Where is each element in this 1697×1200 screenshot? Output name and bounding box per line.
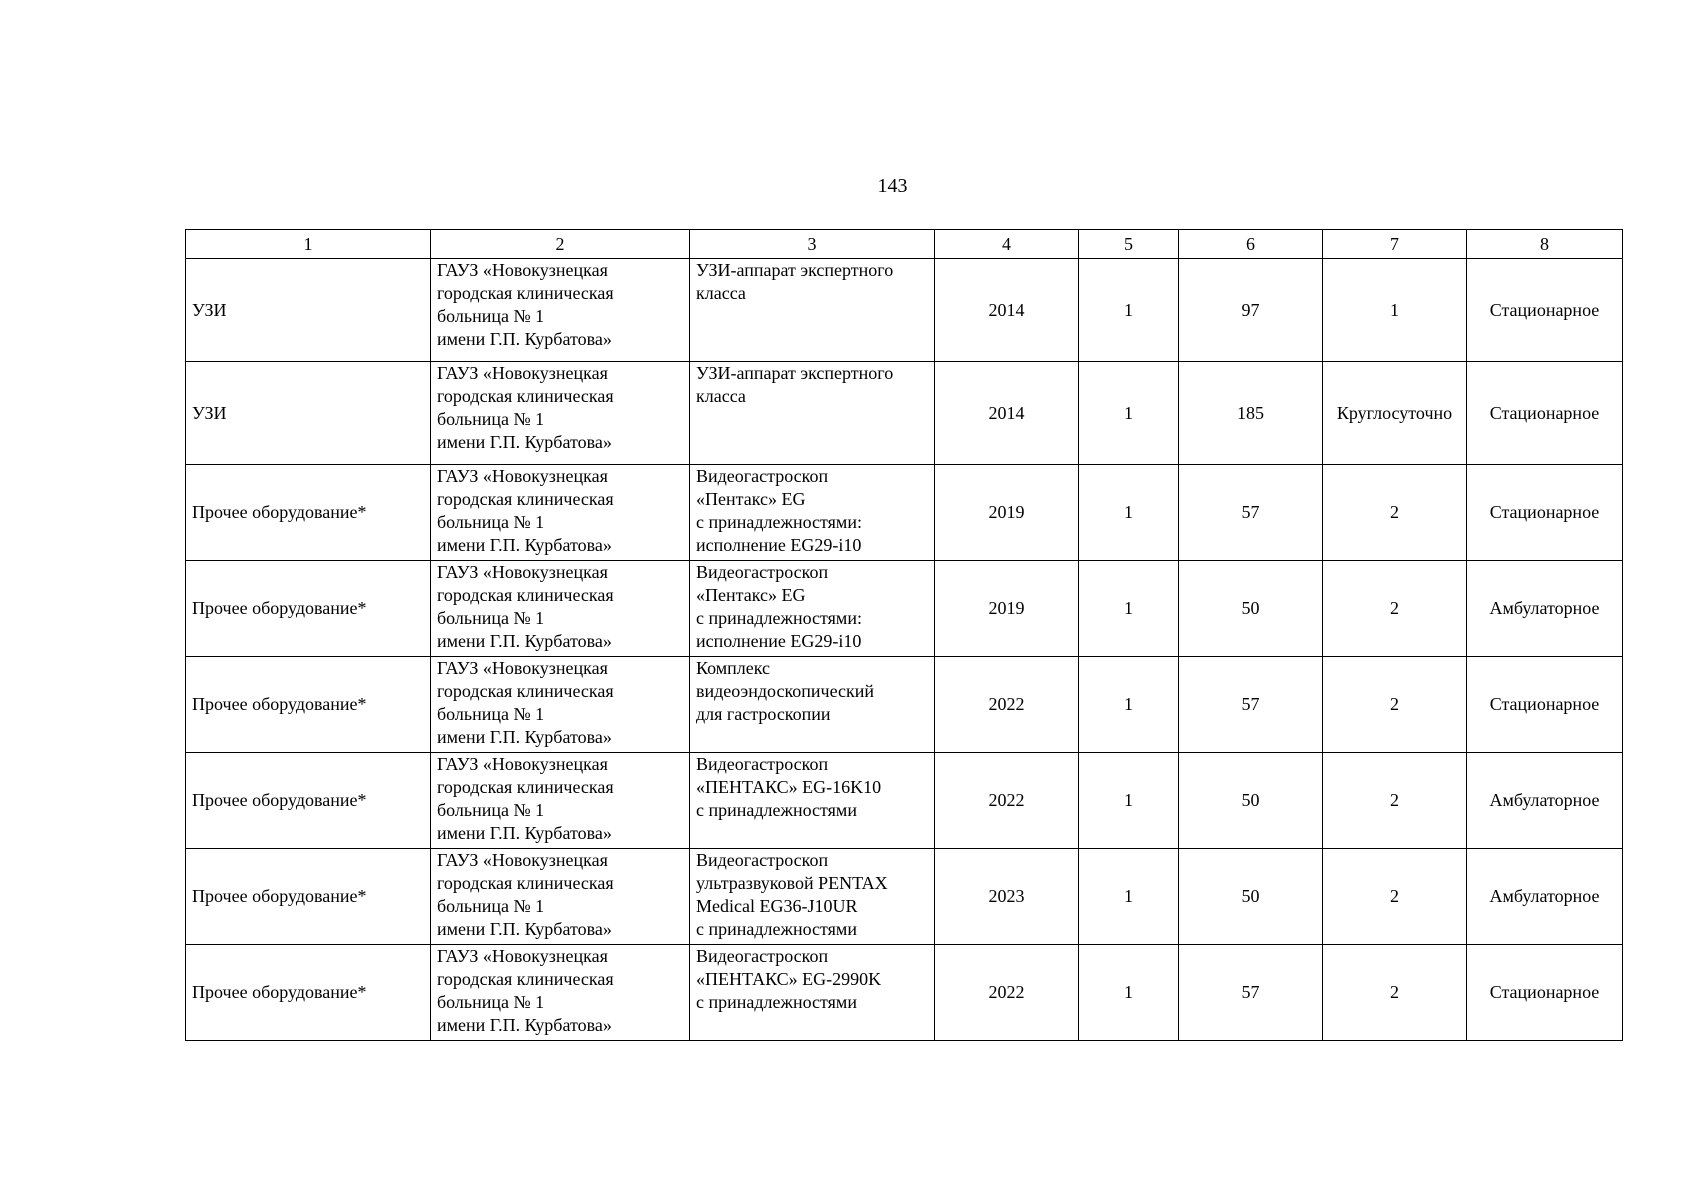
cell-care-type: Стационарное	[1467, 657, 1623, 753]
cell-count: 1	[1079, 465, 1179, 561]
institution-line: городская клиническая	[437, 489, 614, 509]
equipment-line: Видеогастроскоп	[696, 562, 829, 582]
cell-care-type: Стационарное	[1467, 362, 1623, 465]
equipment-line: Medical EG36-J10UR	[696, 896, 858, 916]
cell-value: 97	[1179, 259, 1323, 362]
cell-institution	[431, 753, 690, 849]
cell-mode: 2	[1323, 465, 1467, 561]
institution-line: ГАУЗ «Новокузнецкая	[437, 658, 608, 678]
institution-line: городская клиническая	[437, 777, 614, 797]
cell-count: 1	[1079, 849, 1179, 945]
institution-line: ГАУЗ «Новокузнецкая	[437, 363, 608, 383]
table-row	[186, 753, 1623, 849]
cell-count: 1	[1079, 362, 1179, 465]
institution-line: имени Г.П. Курбатова»	[437, 535, 612, 555]
equipment-line: класса	[696, 283, 746, 303]
cell-year: 2014	[935, 259, 1079, 362]
equipment-line: класса	[696, 386, 746, 406]
equipment-line: с принадлежностями:	[696, 512, 862, 532]
cell-year: 2023	[935, 849, 1079, 945]
cell-value: 57	[1179, 945, 1323, 1041]
institution-line: городская клиническая	[437, 283, 614, 303]
cell-equipment-name	[690, 362, 935, 465]
cell-equipment-name	[690, 657, 935, 753]
page-number: 143	[877, 175, 908, 197]
cell-institution	[431, 561, 690, 657]
cell-equipment-type: Прочее оборудование*	[186, 561, 431, 657]
cell-care-type: Стационарное	[1467, 465, 1623, 561]
institution-line: городская клиническая	[437, 585, 614, 605]
equipment-line: УЗИ-аппарат экспертного	[696, 260, 894, 280]
table-row	[186, 849, 1623, 945]
column-header: 5	[1079, 230, 1179, 259]
column-header: 3	[690, 230, 935, 259]
cell-equipment-type: Прочее оборудование*	[186, 849, 431, 945]
cell-care-type: Амбулаторное	[1467, 849, 1623, 945]
column-header: 4	[935, 230, 1079, 259]
equipment-line: Видеогастроскоп	[696, 946, 829, 966]
cell-mode: 2	[1323, 561, 1467, 657]
cell-count: 1	[1079, 259, 1179, 362]
table-row	[186, 561, 1623, 657]
equipment-line: видеоэндоскопический	[696, 681, 875, 701]
equipment-line: исполнение EG29-i10	[696, 631, 862, 651]
institution-line: имени Г.П. Курбатова»	[437, 919, 612, 939]
institution-line: ГАУЗ «Новокузнецкая	[437, 754, 608, 774]
equipment-line: «Пентакс» EG	[696, 489, 806, 509]
institution-line: ГАУЗ «Новокузнецкая	[437, 562, 608, 582]
equipment-line: с принадлежностями	[696, 919, 857, 939]
equipment-line: для гастроскопии	[696, 704, 831, 724]
equipment-line: Комплекс	[696, 658, 771, 678]
institution-line: имени Г.П. Курбатова»	[437, 727, 612, 747]
cell-institution	[431, 465, 690, 561]
cell-count: 1	[1079, 561, 1179, 657]
institution-line: больница № 1	[437, 896, 545, 916]
equipment-line: «ПЕНТАКС» EG-16K10	[696, 777, 882, 797]
institution-line: ГАУЗ «Новокузнецкая	[437, 466, 608, 486]
cell-equipment-type: УЗИ	[186, 362, 431, 465]
institution-line: городская клиническая	[437, 873, 614, 893]
institution-line: имени Г.П. Курбатова»	[437, 329, 612, 349]
cell-count: 1	[1079, 753, 1179, 849]
institution-line: больница № 1	[437, 512, 545, 532]
column-header: 1	[186, 230, 431, 259]
cell-institution	[431, 259, 690, 362]
institution-line: имени Г.П. Курбатова»	[437, 631, 612, 651]
column-header: 7	[1323, 230, 1467, 259]
cell-value: 50	[1179, 561, 1323, 657]
cell-value: 50	[1179, 849, 1323, 945]
cell-mode: 2	[1323, 849, 1467, 945]
institution-line: больница № 1	[437, 704, 545, 724]
cell-equipment-name	[690, 753, 935, 849]
equipment-line: с принадлежностями:	[696, 608, 862, 628]
cell-mode: 1	[1323, 259, 1467, 362]
cell-care-type: Амбулаторное	[1467, 561, 1623, 657]
table-row	[186, 945, 1623, 1041]
cell-equipment-type: Прочее оборудование*	[186, 945, 431, 1041]
cell-care-type: Стационарное	[1467, 945, 1623, 1041]
cell-year: 2019	[935, 561, 1079, 657]
column-header: 6	[1179, 230, 1323, 259]
equipment-line: с принадлежностями	[696, 800, 857, 820]
equipment-line: Видеогастроскоп	[696, 466, 829, 486]
table-row	[186, 259, 1623, 362]
institution-line: ГАУЗ «Новокузнецкая	[437, 946, 608, 966]
cell-year: 2022	[935, 753, 1079, 849]
cell-mode: 2	[1323, 753, 1467, 849]
cell-year: 2022	[935, 657, 1079, 753]
institution-line: больница № 1	[437, 409, 545, 429]
institution-line: имени Г.П. Курбатова»	[437, 823, 612, 843]
equipment-line: исполнение EG29-i10	[696, 535, 862, 555]
cell-equipment-name	[690, 259, 935, 362]
column-header: 2	[431, 230, 690, 259]
cell-count: 1	[1079, 945, 1179, 1041]
cell-equipment-type: Прочее оборудование*	[186, 657, 431, 753]
cell-value: 57	[1179, 657, 1323, 753]
cell-equipment-name	[690, 945, 935, 1041]
column-header: 8	[1467, 230, 1623, 259]
equipment-line: с принадлежностями	[696, 992, 857, 1012]
institution-line: больница № 1	[437, 992, 545, 1012]
equipment-line: Видеогастроскоп	[696, 754, 829, 774]
cell-equipment-name	[690, 561, 935, 657]
cell-institution	[431, 657, 690, 753]
cell-year: 2014	[935, 362, 1079, 465]
cell-equipment-name	[690, 465, 935, 561]
institution-line: городская клиническая	[437, 969, 614, 989]
equipment-line: «ПЕНТАКС» EG-2990K	[696, 969, 882, 989]
institution-line: больница № 1	[437, 800, 545, 820]
table-row	[186, 362, 1623, 465]
cell-equipment-type: УЗИ	[186, 259, 431, 362]
header-row	[186, 230, 1623, 259]
cell-mode: 2	[1323, 657, 1467, 753]
cell-year: 2022	[935, 945, 1079, 1041]
institution-line: имени Г.П. Курбатова»	[437, 1015, 612, 1035]
cell-year: 2019	[935, 465, 1079, 561]
institution-line: ГАУЗ «Новокузнецкая	[437, 850, 608, 870]
cell-count: 1	[1079, 657, 1179, 753]
cell-institution	[431, 849, 690, 945]
cell-mode: 2	[1323, 945, 1467, 1041]
cell-care-type: Амбулаторное	[1467, 753, 1623, 849]
institution-line: ГАУЗ «Новокузнецкая	[437, 260, 608, 280]
cell-value: 50	[1179, 753, 1323, 849]
cell-institution	[431, 945, 690, 1041]
equipment-line: ультразвуковой PENTAX	[696, 873, 888, 893]
cell-value: 57	[1179, 465, 1323, 561]
institution-line: больница № 1	[437, 306, 545, 326]
equipment-line: «Пентакс» EG	[696, 585, 806, 605]
cell-equipment-name	[690, 849, 935, 945]
cell-institution	[431, 362, 690, 465]
cell-equipment-type: Прочее оборудование*	[186, 465, 431, 561]
institution-line: больница № 1	[437, 608, 545, 628]
table-row	[186, 657, 1623, 753]
cell-equipment-type: Прочее оборудование*	[186, 753, 431, 849]
equipment-table	[185, 229, 1623, 1041]
cell-care-type: Стационарное	[1467, 259, 1623, 362]
institution-line: городская клиническая	[437, 386, 614, 406]
cell-mode: Круглосуточно	[1323, 362, 1467, 465]
equipment-line: Видеогастроскоп	[696, 850, 829, 870]
cell-value: 185	[1179, 362, 1323, 465]
table-row	[186, 465, 1623, 561]
institution-line: городская клиническая	[437, 681, 614, 701]
institution-line: имени Г.П. Курбатова»	[437, 432, 612, 452]
equipment-line: УЗИ-аппарат экспертного	[696, 363, 894, 383]
